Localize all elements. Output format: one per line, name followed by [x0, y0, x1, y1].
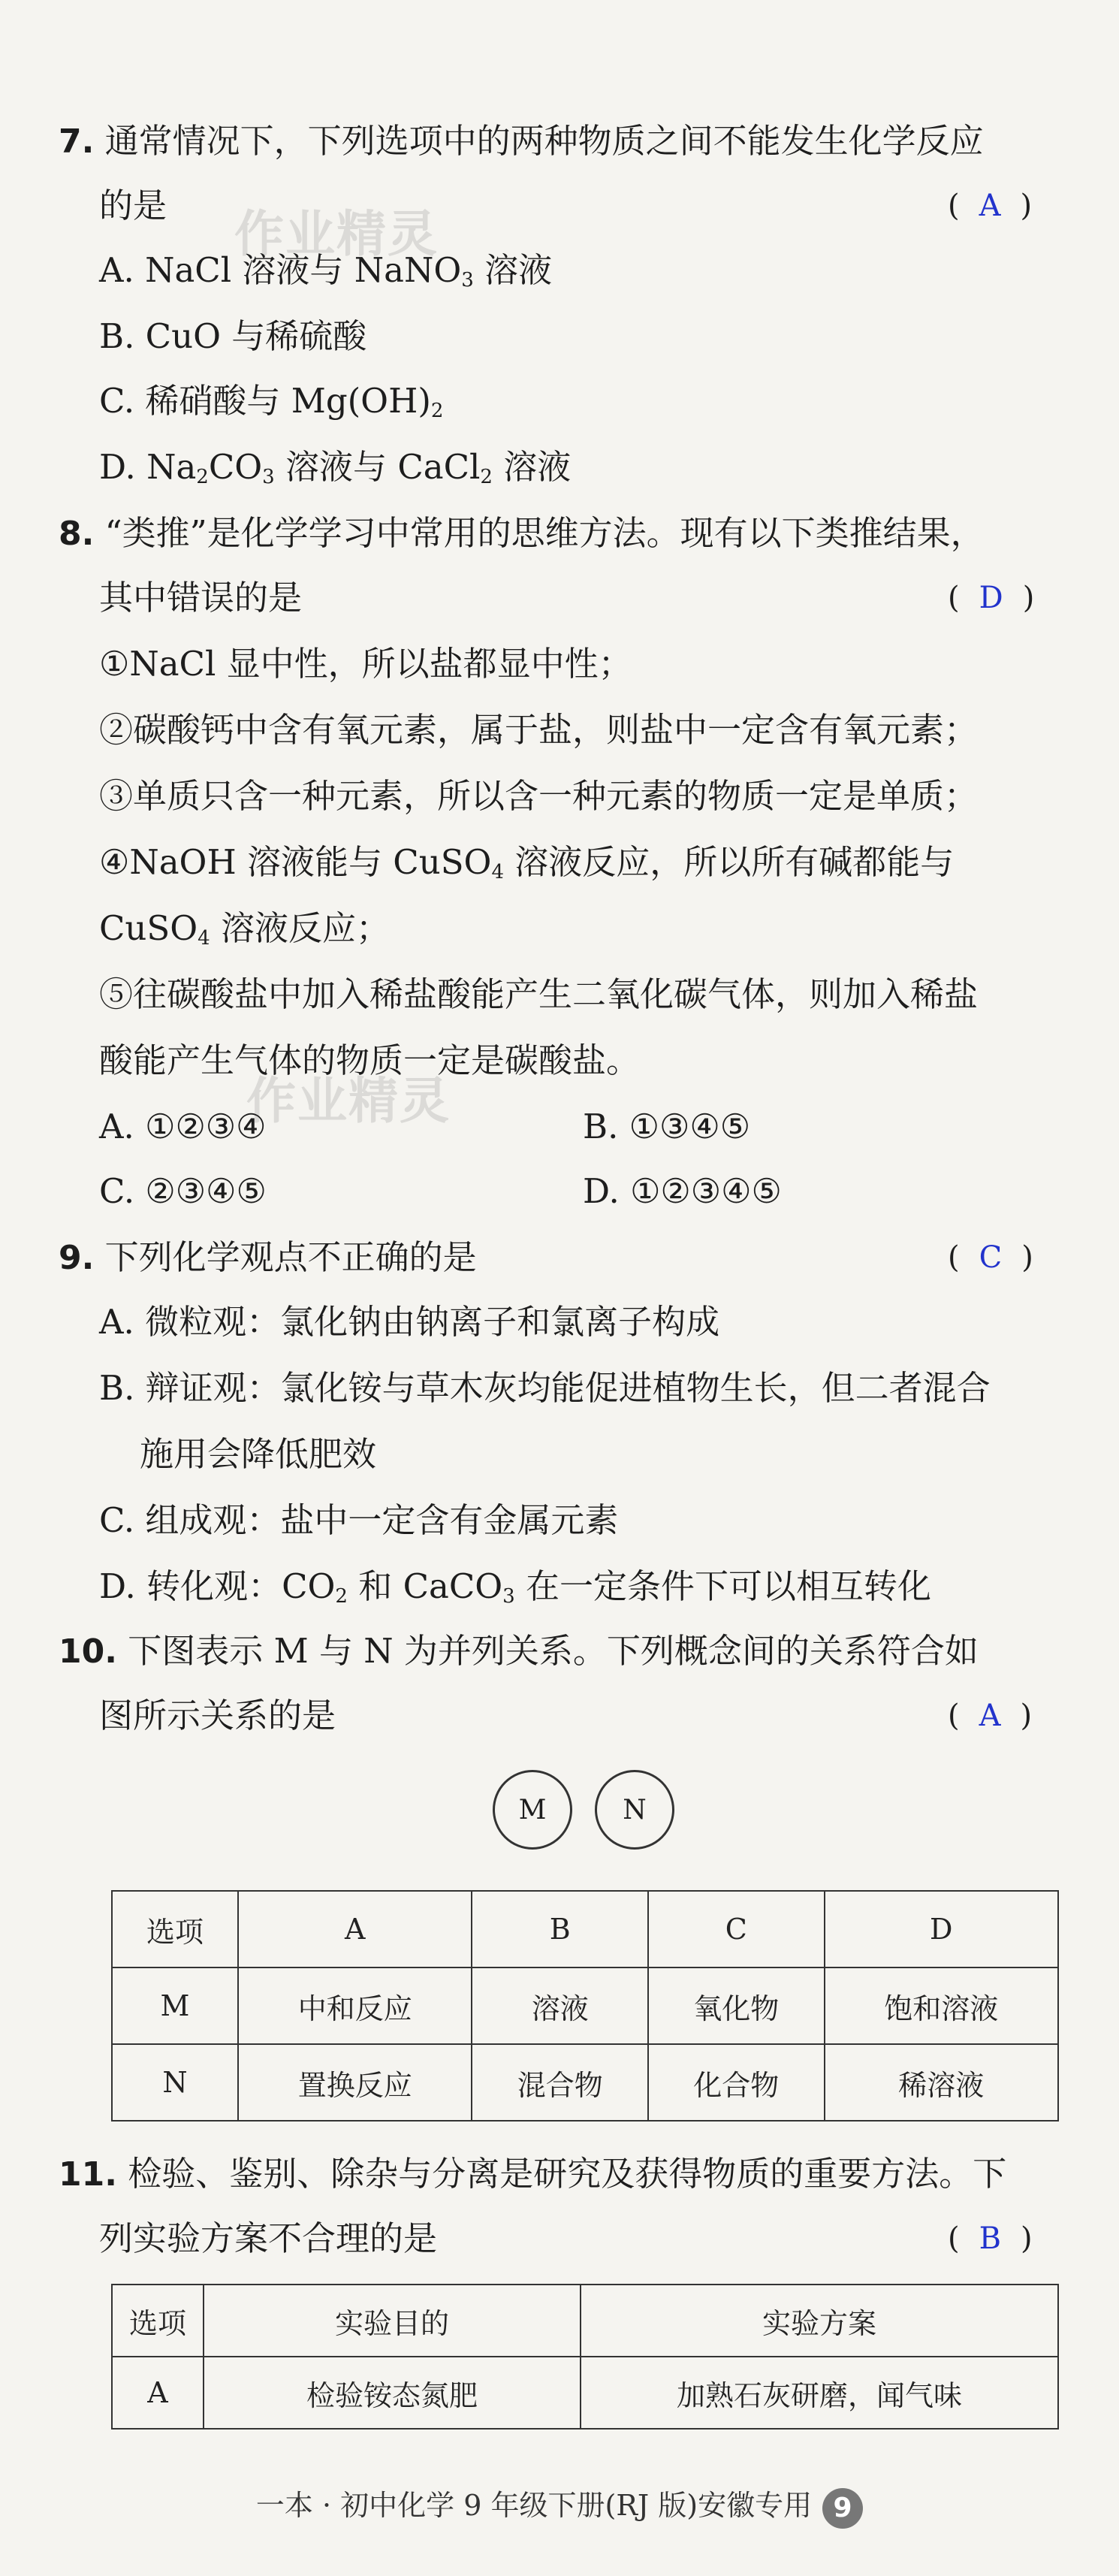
q7-stem-line-1 [59, 119, 984, 165]
q7-option-a: A. NaCl 溶液与 NaNO$_3$ 溶液 [99, 250, 553, 291]
q8-option-c: C. ②③④⑤ [99, 1171, 267, 1211]
q10-stem-line-1 [59, 1629, 979, 1675]
q11-stem-line-2: 列实验方案不合理的是 [99, 2218, 438, 2258]
q10-answer: ( A ) [948, 1699, 1033, 1733]
q10-answer-letter: A [979, 1699, 1001, 1733]
q9-stem-text: 下列化学观点不正确的是 [104, 1237, 477, 1277]
q9-option-d: D. 转化观：$CO_2$ 和 CaCO$_3$ 在一定条件下可以相互转化 [99, 1566, 932, 1608]
q9-option-c: C. 组成观：盐中一定含有金属元素 [99, 1500, 619, 1540]
q10-table [111, 1890, 1059, 2122]
q11-number: 11. [59, 2155, 117, 2194]
table-row: M 中和反应 溶液 氧化物 饱和溶液 [112, 1967, 1058, 2044]
table-row: A 检验铵态氮肥 加熟石灰研磨，闻气味 [112, 2357, 1058, 2429]
page-footer [0, 2482, 1119, 2529]
q9-option-b-line-1: B. 辩证观：氯化铵与草木灰均能促进植物生长，但二者混合 [99, 1368, 991, 1408]
q10-stem-line-2: 图所示关系的是 [99, 1696, 336, 1735]
q8-answer-letter: D [979, 581, 1003, 615]
page-number-badge: 9 [822, 2488, 863, 2529]
q8-item-5-line-2: 酸能产生气体的物质一定是碳酸盐。 [99, 1040, 641, 1080]
q7-option-c: C. 稀硝酸与 $Mg(OH)_2$ [99, 381, 444, 422]
q8-item-4-line-1: ④NaOH 溶液能与 CuSO$_4$ 溶液反应，所以所有碱都能与 [99, 842, 955, 883]
circle-m: M [493, 1770, 572, 1850]
q8-option-b: B. ①③④⑤ [583, 1107, 751, 1146]
q7-stem-text-1: 通常情况下，下列选项中的两种物质之间不能发生化学反应 [104, 121, 984, 161]
q9-option-b-line-2: 施用会降低肥效 [140, 1434, 377, 1474]
q9-option-a: A. 微粒观：氯化钠由钠离子和氯离子构成 [99, 1302, 720, 1342]
q7-answer: ( A ) [948, 189, 1033, 223]
watermark-logo: 作业精灵 [234, 205, 439, 263]
q8-option-a: A. ①②③④ [99, 1107, 267, 1146]
q7-option-d: D. $Na_2CO_3$ 溶液与 CaCl$_2$ 溶液 [99, 447, 572, 488]
q8-stem-line-2: 其中错误的是 [99, 578, 303, 618]
q8-item-1: ①NaCl 显中性，所以盐都显中性； [99, 644, 632, 684]
q8-answer: ( D ) [948, 581, 1035, 615]
watermark-logo: 作业精灵 [246, 1072, 451, 1130]
q9-answer: ( C ) [948, 1240, 1033, 1275]
table-header-row: 选项 A B C D [112, 1891, 1058, 1967]
q8-option-d: D. ①②③④⑤ [583, 1171, 782, 1211]
q11-answer: ( B ) [948, 2221, 1033, 2256]
q9-answer-letter: C [979, 1240, 1003, 1275]
table-header-row: 选项 实验目的 实验方案 [112, 2285, 1058, 2357]
q8-item-3: ③单质只含一种元素，所以含一种元素的物质一定是单质； [99, 776, 979, 816]
q11-stem-text-1: 检验、鉴别、除杂与分离是研究及获得物质的重要方法。下 [128, 2154, 1007, 2194]
q8-number: 8. [59, 515, 95, 553]
q7-stem-line-2: 的是 [99, 186, 167, 225]
q9-stem [59, 1235, 477, 1281]
circle-n: N [595, 1770, 674, 1850]
q11-answer-letter: B [979, 2221, 1002, 2256]
q10-stem-text-1: 下图表示 M 与 N 为并列关系。下列概念间的关系符合如 [128, 1631, 979, 1671]
q11-stem-line-1 [59, 2152, 1006, 2197]
table-row: N 置换反应 混合物 化合物 稀溶液 [112, 2044, 1058, 2121]
q7-answer-letter: A [979, 189, 1001, 223]
q11-table [111, 2284, 1059, 2430]
q8-stem-text-1: “类推”是化学学习中常用的思维方法。现有以下类推结果， [104, 513, 985, 553]
q7-number: 7. [59, 122, 95, 161]
q8-item-4-line-2: CuSO$_4$ 溶液反应； [99, 908, 390, 950]
q10-number: 10. [59, 1632, 117, 1671]
footer-text: 一本 · 初中化学 9 年级下册(RJ 版)安徽专用 [255, 2489, 813, 2522]
q8-item-5-line-1: ⑤往碳酸盐中加入稀盐酸能产生二氧化碳气体，则加入稀盐 [99, 974, 979, 1014]
q8-stem-line-1 [59, 511, 985, 557]
q7-option-b: B. CuO 与稀硫酸 [99, 316, 367, 356]
q9-number: 9. [59, 1239, 95, 1277]
q8-item-2: ②碳酸钙中含有氧元素，属于盐，则盐中一定含有氧元素； [99, 710, 979, 750]
